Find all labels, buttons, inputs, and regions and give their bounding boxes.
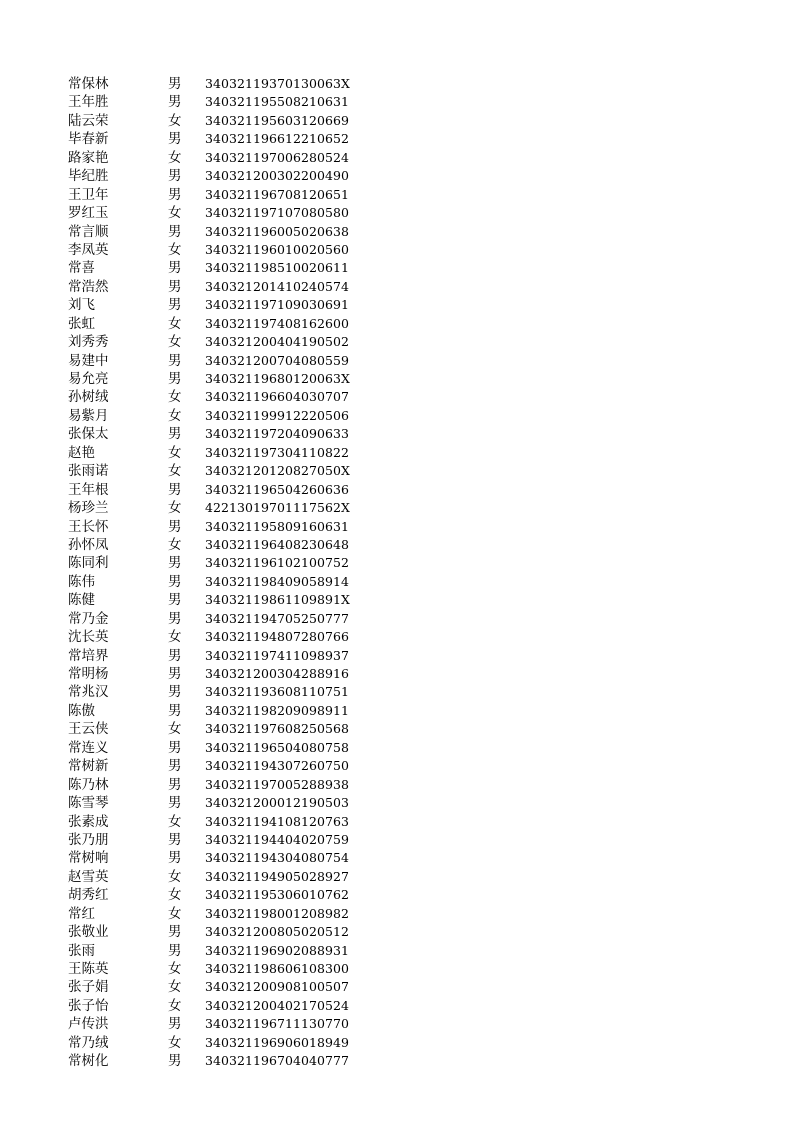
- table-row: [0, 296, 793, 314]
- table-row: [0, 259, 793, 277]
- person-name: 张子娟: [68, 979, 109, 996]
- person-id-number: 340321197109030691: [205, 297, 350, 313]
- person-gender: 男: [168, 297, 182, 314]
- person-name: 张雨: [68, 942, 95, 959]
- table-row: [0, 610, 793, 628]
- person-gender: 男: [168, 94, 182, 111]
- person-gender: 女: [168, 813, 182, 830]
- table-row: [0, 315, 793, 333]
- person-gender: 女: [168, 315, 182, 332]
- person-gender: 男: [168, 426, 182, 443]
- table-row: [0, 75, 793, 93]
- person-name: 王卫年: [68, 186, 109, 203]
- person-id-number: 340321197204090633: [205, 426, 350, 442]
- person-gender: 女: [168, 112, 182, 129]
- person-name: 常树响: [68, 850, 109, 867]
- person-id-number: 340321194307260750: [205, 758, 350, 774]
- person-name: 陈健: [68, 592, 95, 609]
- person-id-number: 340321195306010762: [205, 887, 350, 903]
- person-gender: 女: [168, 149, 182, 166]
- person-name: 陈乃林: [68, 776, 109, 793]
- person-id-number: 340321197608250568: [205, 721, 350, 737]
- person-name: 常红: [68, 905, 95, 922]
- table-row: [0, 499, 793, 517]
- person-gender: 女: [168, 241, 182, 258]
- person-id-number: 340321201410240574: [205, 278, 350, 294]
- person-name: 赵艳: [68, 444, 95, 461]
- table-row: [0, 407, 793, 425]
- table-row: [0, 388, 793, 406]
- table-row: [0, 942, 793, 960]
- person-name: 张素成: [68, 813, 109, 830]
- table-row: [0, 278, 793, 296]
- person-name: 张乃朋: [68, 831, 109, 848]
- person-gender: 男: [168, 942, 182, 959]
- person-gender: 男: [168, 260, 182, 277]
- table-row: [0, 481, 793, 499]
- table-row: [0, 518, 793, 536]
- person-name: 张虹: [68, 315, 95, 332]
- person-name: 常乃金: [68, 610, 109, 627]
- person-id-number: 340321197107080580: [205, 205, 350, 221]
- person-name: 易建中: [68, 352, 109, 369]
- person-gender: 女: [168, 629, 182, 646]
- table-row: [0, 425, 793, 443]
- person-id-number: 340321200402170524: [205, 997, 350, 1013]
- person-name: 常树化: [68, 1053, 109, 1070]
- person-gender: 男: [168, 758, 182, 775]
- person-id-number: 340321200404190502: [205, 334, 350, 350]
- table-row: [0, 130, 793, 148]
- table-row: [0, 204, 793, 222]
- table-row: [0, 665, 793, 683]
- person-name: 王陈英: [68, 961, 109, 977]
- person-gender: 女: [168, 979, 182, 996]
- person-name: 张敬业: [68, 924, 109, 941]
- table-row: [0, 462, 793, 480]
- person-name: 赵雪英: [68, 868, 109, 885]
- person-id-number: 340321200304288916: [205, 666, 350, 681]
- table-row: [0, 978, 793, 996]
- person-gender: 男: [168, 795, 182, 812]
- table-row: [0, 868, 793, 886]
- roster-sheet: [0, 75, 793, 1071]
- person-id-number: 340321194304080754: [205, 850, 350, 866]
- person-name: 王年胜: [68, 94, 109, 111]
- person-gender: 女: [168, 500, 182, 517]
- table-row: [0, 702, 793, 720]
- person-gender: 男: [168, 776, 182, 793]
- person-gender: 女: [168, 868, 182, 885]
- person-name: 常喜: [68, 260, 95, 277]
- person-name: 卢传洪: [68, 1016, 109, 1033]
- person-name: 王云侠: [68, 721, 109, 738]
- person-gender: 女: [168, 444, 182, 461]
- person-gender: 男: [168, 647, 182, 664]
- person-name: 常明杨: [68, 666, 109, 682]
- person-name: 刘秀秀: [68, 334, 109, 351]
- person-id-number: 340321193608110751: [205, 684, 350, 700]
- person-name: 刘飞: [68, 297, 95, 314]
- table-row: [0, 960, 793, 978]
- person-id-number: 340321195603120669: [205, 112, 350, 128]
- person-name: 常树新: [68, 758, 109, 775]
- table-row: [0, 886, 793, 904]
- table-row: [0, 849, 793, 867]
- table-row: [0, 776, 793, 794]
- person-name: 常言顺: [68, 223, 109, 240]
- person-gender: 男: [168, 592, 182, 609]
- person-name: 张雨诺: [68, 463, 109, 480]
- person-name: 毕春新: [68, 131, 109, 148]
- person-id-number: 340321197411098937: [205, 647, 350, 663]
- person-id-number: 340321200302200490: [205, 168, 350, 184]
- person-id-number: 340321199912220506: [205, 407, 350, 423]
- person-gender: 男: [168, 573, 182, 590]
- person-name: 常乃绒: [68, 1034, 109, 1051]
- person-id-number: 340321195809160631: [205, 518, 350, 534]
- person-gender: 男: [168, 481, 182, 498]
- person-id-number: 340321196102100752: [205, 555, 350, 571]
- person-id-number: 340321196902088931: [205, 942, 350, 958]
- person-id-number: 340321196408230648: [205, 536, 350, 552]
- person-gender: 女: [168, 1034, 182, 1051]
- person-name: 孙树绒: [68, 389, 109, 406]
- person-id-number: 340321197304110822: [205, 444, 350, 460]
- table-row: [0, 554, 793, 572]
- person-name: 常兆汉: [68, 684, 109, 701]
- person-gender: 男: [168, 739, 182, 756]
- person-gender: 女: [168, 905, 182, 922]
- person-name: 易紫月: [68, 407, 109, 424]
- table-row: [0, 167, 793, 185]
- table-row: [0, 905, 793, 923]
- person-id-number: 340321194108120763: [205, 813, 350, 829]
- person-gender: 女: [168, 961, 182, 977]
- person-id-number: 340321196504080758: [205, 739, 350, 755]
- table-row: [0, 739, 793, 757]
- table-row: [0, 647, 793, 665]
- person-name: 毕纪胜: [68, 168, 109, 185]
- table-row: [0, 370, 793, 388]
- table-row: [0, 683, 793, 701]
- person-name: 胡秀红: [68, 887, 109, 904]
- table-row: [0, 794, 793, 812]
- person-name: 王长怀: [68, 518, 109, 535]
- person-id-number: 340321200704080559: [205, 352, 350, 368]
- person-name: 陈同利: [68, 555, 109, 572]
- person-name: 杨珍兰: [68, 500, 109, 517]
- person-gender: 男: [168, 831, 182, 848]
- person-gender: 男: [168, 702, 182, 719]
- person-gender: 男: [168, 518, 182, 535]
- person-gender: 女: [168, 407, 182, 424]
- person-id-number: 340321198409058914: [205, 573, 350, 589]
- table-row: [0, 1052, 793, 1070]
- person-gender: 男: [168, 186, 182, 203]
- person-name: 路家艳: [68, 149, 109, 166]
- person-name: 王年根: [68, 481, 109, 498]
- person-name: 常浩然: [68, 278, 109, 295]
- person-id-number: 340321196604030707: [205, 389, 350, 405]
- person-gender: 女: [168, 205, 182, 222]
- person-gender: 男: [168, 371, 182, 387]
- person-id-number: 34032119861109891X: [205, 592, 350, 608]
- person-id-number: 340321196504260636: [205, 481, 350, 497]
- person-gender: 男: [168, 684, 182, 701]
- person-id-number: 340321198510020611: [205, 260, 350, 276]
- table-row: [0, 591, 793, 609]
- person-gender: 女: [168, 721, 182, 738]
- person-id-number: 340321198001208982: [205, 905, 350, 921]
- table-row: [0, 997, 793, 1015]
- table-row: [0, 112, 793, 130]
- person-name: 易允亮: [68, 371, 109, 387]
- table-row: [0, 720, 793, 738]
- table-row: [0, 93, 793, 111]
- person-id-number: 340321197408162600: [205, 315, 350, 331]
- table-row: [0, 628, 793, 646]
- person-id-number: 340321197005288938: [205, 776, 350, 792]
- person-gender: 男: [168, 76, 182, 92]
- table-row: [0, 352, 793, 370]
- person-id-number: 340321198606108300: [205, 961, 350, 976]
- person-name: 罗红玉: [68, 205, 109, 222]
- person-name: 李凤英: [68, 241, 109, 258]
- person-gender: 男: [168, 168, 182, 185]
- person-gender: 女: [168, 536, 182, 553]
- person-name: 张保太: [68, 426, 109, 443]
- person-name: 陈伟: [68, 573, 95, 590]
- person-gender: 男: [168, 223, 182, 240]
- person-id-number: 34032119680120063X: [205, 371, 350, 386]
- person-id-number: 340321196010020560: [205, 241, 350, 257]
- table-row: [0, 223, 793, 241]
- person-name: 常保林: [68, 76, 109, 92]
- person-id-number: 340321198209098911: [205, 702, 350, 718]
- person-gender: 女: [168, 389, 182, 406]
- person-id-number: 340321197006280524: [205, 149, 350, 165]
- table-row: [0, 241, 793, 259]
- table-row: [0, 444, 793, 462]
- table-row: [0, 813, 793, 831]
- person-id-number: 34032120120827050X: [205, 463, 350, 479]
- person-name: 沈长英: [68, 629, 109, 646]
- person-id-number: 340321195508210631: [205, 94, 350, 110]
- person-id-number: 340321200012190503: [205, 795, 350, 811]
- person-name: 陈雪琴: [68, 795, 109, 812]
- person-gender: 男: [168, 1016, 182, 1033]
- person-gender: 女: [168, 997, 182, 1014]
- person-id-number: 340321200908100507: [205, 979, 350, 995]
- person-id-number: 34032119370130063X: [205, 76, 350, 91]
- person-name: 陆云荣: [68, 112, 109, 129]
- person-gender: 男: [168, 666, 182, 682]
- table-row: [0, 1034, 793, 1052]
- table-row: [0, 831, 793, 849]
- person-id-number: 340321196704040777: [205, 1053, 350, 1069]
- person-gender: 男: [168, 352, 182, 369]
- table-row: [0, 757, 793, 775]
- person-gender: 男: [168, 278, 182, 295]
- table-row: [0, 1015, 793, 1033]
- person-gender: 男: [168, 555, 182, 572]
- person-id-number: 340321200805020512: [205, 924, 350, 940]
- person-gender: 男: [168, 610, 182, 627]
- table-row: [0, 333, 793, 351]
- person-id-number: 340321194807280766: [205, 629, 350, 645]
- table-row: [0, 186, 793, 204]
- person-gender: 男: [168, 1053, 182, 1070]
- person-name: 张子怡: [68, 997, 109, 1014]
- table-row: [0, 149, 793, 167]
- person-id-number: 340321196711130770: [205, 1016, 350, 1032]
- person-name: 孙怀凤: [68, 536, 109, 553]
- table-row: [0, 536, 793, 554]
- person-gender: 女: [168, 887, 182, 904]
- table-row: [0, 923, 793, 941]
- person-id-number: 340321196906018949: [205, 1034, 350, 1050]
- person-gender: 男: [168, 850, 182, 867]
- person-id-number: 340321194705250777: [205, 610, 350, 626]
- person-id-number: 340321196708120651: [205, 186, 350, 202]
- person-name: 常培界: [68, 647, 109, 664]
- person-id-number: 42213019701117562X: [205, 500, 350, 516]
- person-gender: 女: [168, 463, 182, 480]
- person-gender: 男: [168, 924, 182, 941]
- person-gender: 女: [168, 334, 182, 351]
- person-name: 常连义: [68, 739, 109, 756]
- person-name: 陈傲: [68, 702, 95, 719]
- person-id-number: 340321196005020638: [205, 223, 350, 239]
- table-row: [0, 573, 793, 591]
- person-id-number: 340321196612210652: [205, 131, 350, 147]
- person-id-number: 340321194404020759: [205, 831, 350, 847]
- person-id-number: 340321194905028927: [205, 868, 350, 884]
- person-gender: 男: [168, 131, 182, 148]
